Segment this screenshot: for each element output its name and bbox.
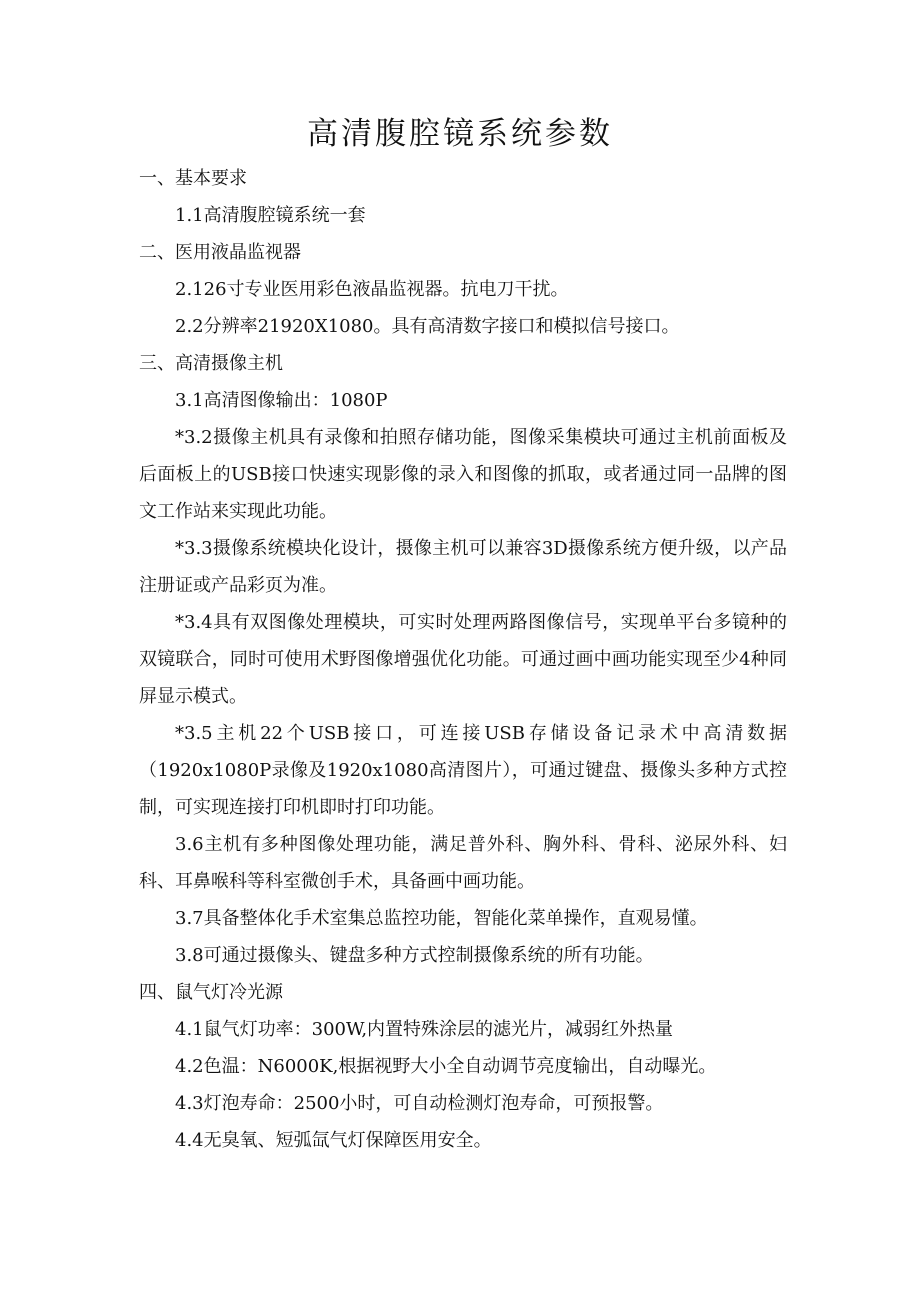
section-heading-basic-requirements: 一、基本要求 [139,168,247,189]
page-title: 高清腹腔镜系统参数 [307,116,613,152]
spec-item-3-2: *3.2摄像主机具有录像和拍照存储功能，图像采集模块可通过主机前面板及后面板上的USB接口快速实现影像的录入和图像的抓取，或者通过同一品牌的图文工作站来实现此功能。 [139,427,787,522]
document-body [139,160,787,1159]
spec-item-3-1: 3.1高清图像输出：1080P [175,390,388,411]
spec-item-4-3: 4.3灯泡寿命：2500小时，可自动检测灯泡寿命，可预报警。 [175,1093,664,1114]
spec-item-3-3: *3.3摄像系统模块化设计，摄像主机可以兼容3D摄像系统方便升级，以产品注册证或产品彩页为准。 [139,538,787,596]
spec-item-3-4: *3.4具有双图像处理模块，可实时处理两路图像信号，实现单平台多镜种的双镜联合，同时可使用术野图像增强优化功能。可通过画中画功能实现至少4种同屏显示模式。 [139,612,787,707]
spec-item-4-4: 4.4无臭氧、短弧氙气灯保障医用安全。 [175,1130,492,1151]
spec-item-4-1: 4.1鼠气灯功率：300W,内置特殊涂层的滤光片，减弱红外热量 [175,1019,674,1040]
spec-item-2-1: 2.126寸专业医用彩色液晶监视器。抗电刀干扰。 [175,279,569,300]
spec-item-1-1: 1.1高清腹腔镜系统一套 [175,205,366,226]
spec-item-2-2: 2.2分辨率21920X1080。具有高清数字接口和模拟信号接口。 [175,316,680,337]
section-heading-camera-host: 三、高清摄像主机 [139,353,283,374]
section-heading-light-source: 四、鼠气灯冷光源 [139,982,283,1003]
spec-item-4-2: 4.2色温：N6000K,根据视野大小全自动调节亮度输出，自动曝光。 [175,1056,717,1077]
spec-item-3-6: 3.6主机有多种图像处理功能，满足普外科、胸外科、骨科、泌尿外科、妇科、耳鼻喉科等科室微创手术，具备画中画功能。 [139,834,787,892]
spec-item-3-7: 3.7具备整体化手术室集总监控功能，智能化菜单操作，直观易懂。 [175,908,708,929]
spec-item-3-8: 3.8可通过摄像头、键盘多种方式控制摄像系统的所有功能。 [175,945,654,966]
section-heading-monitor: 二、医用液晶监视器 [139,242,301,263]
spec-item-3-5: *3.5主机22个USB接口，可连接USB存储设备记录术中高清数据（1920x1080P录像及1920x1080高清图片），可通过键盘、摄像头多种方式控制，可实现连接打印机即时打印功能。 [139,723,787,818]
